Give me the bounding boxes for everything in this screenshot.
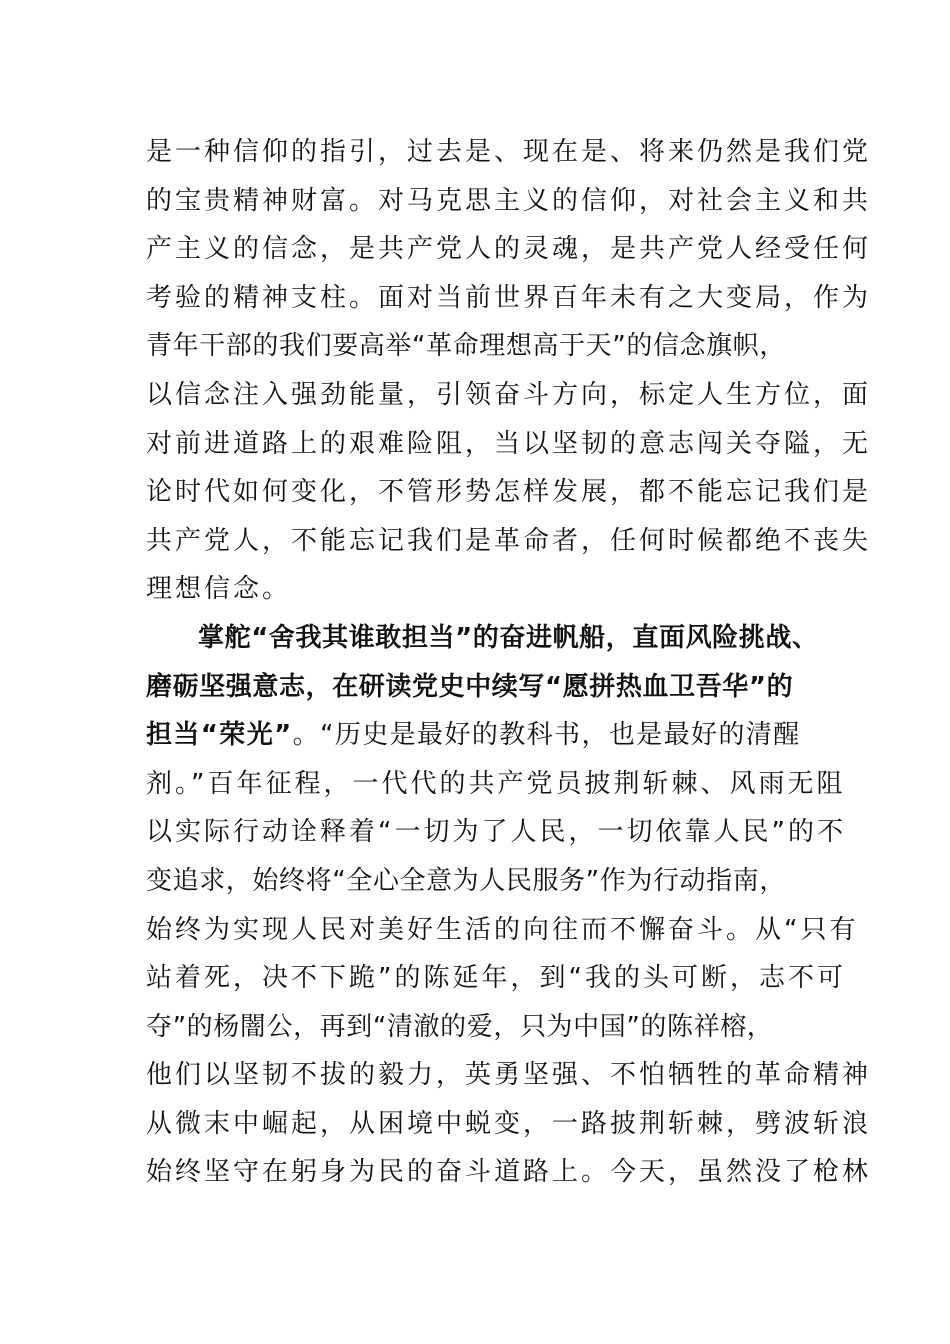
text-line: 以信念注入强劲能量，引领奋斗方向，标定人生方位，面 <box>146 379 872 410</box>
text-line: 对前进道路上的艰难险阻，当以坚韧的意志闯关夺隘，无 <box>146 428 872 459</box>
text-line: 始终为实现人民对美好生活的向往而不懈奋斗。从“只有 <box>146 914 859 945</box>
text-line <box>146 711 826 760</box>
text-line: 产主义的信念，是共产党人的灵魂，是共产党人经受任何 <box>146 234 872 265</box>
text-line: 论时代如何变化，不管形势怎样发展，都不能忘记我们是 <box>146 477 872 508</box>
text-line: 始终坚守在躬身为民的奋斗道路上。今天，虽然没了枪林 <box>146 1157 872 1188</box>
text-line: 的宝贵精神财富。对马克思主义的信仰，对社会主义和共 <box>146 185 872 216</box>
text-line: 共产党人，不能忘记我们是革命者，任何时候都绝不丧失 <box>146 525 872 556</box>
text-line: 以实际行动诠释着“一切为了人民，一切依靠人民”的不 <box>146 817 846 848</box>
text-line: 青年干部的我们要高举“革命理想高于天”的信念旗帜， <box>146 331 786 362</box>
text-line: 他们以坚韧不拔的毅力，英勇坚强、不怕牺牲的革命精神 <box>146 1060 872 1091</box>
bold-heading-line: 掌舵“舍我其谁敢担当”的奋进帆船，直面风险挑战、 <box>198 622 819 653</box>
bold-heading-fragment: 担当“荣光” <box>146 720 293 751</box>
text-line: 夺”的杨闇公，再到“清澈的爱，只为中国”的陈祥榕， <box>146 1011 774 1042</box>
text-line: 站着死，决不下跪”的陈延年，到“我的头可断，志不可 <box>146 963 846 994</box>
text-line: 是一种信仰的指引，过去是、现在是、将来仍然是我们党 <box>146 137 872 167</box>
text-line: 变追求，始终将“全心全意为人民服务”作为行动指南， <box>146 865 786 896</box>
text-line: 剂。”百年征程，一代代的共产党员披荆斩棘、风雨无阻 <box>146 768 846 799</box>
text-fragment: 。“历史是最好的教科书，也是最好的清醒 <box>292 720 801 751</box>
bold-heading-line: 磨砺坚强意志，在研读党史中续写“愿拼热血卫吾华”的 <box>146 671 794 702</box>
document-body <box>146 128 872 1197</box>
text-line: 考验的精神支柱。面对当前世界百年未有之大变局，作为 <box>146 282 872 313</box>
text-line: 从微末中崛起，从困境中蜕变，一路披荆斩棘，劈波斩浪 <box>146 1108 872 1139</box>
text-line: 理想信念。 <box>146 574 292 605</box>
